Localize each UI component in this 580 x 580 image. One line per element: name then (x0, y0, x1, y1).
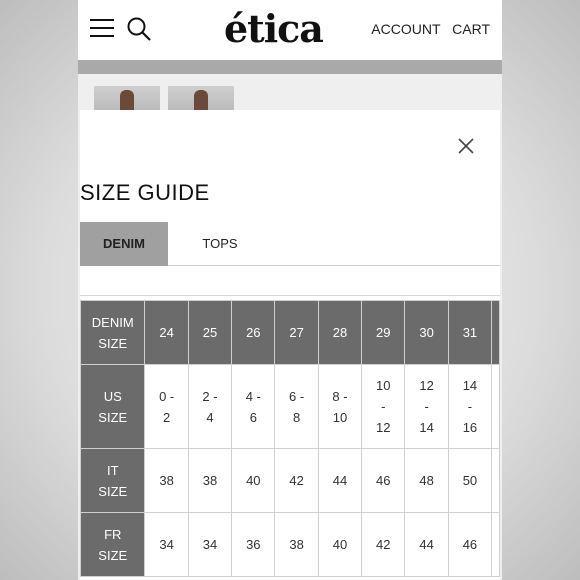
size-guide-tabs (80, 222, 500, 266)
cell-text: 44 (332, 473, 348, 488)
cell-text: - (467, 399, 473, 414)
cell-text: 12 (376, 420, 391, 435)
cell-text: 42 (376, 537, 391, 552)
cell-text: 40 (332, 537, 348, 552)
table-cell (318, 301, 361, 365)
table-cell (448, 365, 491, 449)
table-cell (405, 513, 448, 577)
cell-text: 12 (419, 378, 434, 393)
product-thumbnail[interactable] (94, 86, 160, 110)
table-cell (405, 449, 448, 513)
cell-text: 14 (462, 378, 478, 393)
table-cell (232, 513, 275, 577)
truncated-column-cell (492, 365, 500, 449)
account-link[interactable]: ACCOUNT (371, 21, 441, 37)
table-cell (362, 449, 405, 513)
search-icon[interactable] (126, 16, 152, 42)
table-cell (318, 365, 361, 449)
size-chart-table (80, 300, 500, 577)
row-header-text: DENIM (91, 314, 134, 330)
table-cell (405, 365, 448, 449)
tab-tops[interactable]: TOPS (202, 236, 238, 251)
row-header-text: SIZE (98, 483, 128, 499)
row-header-text: US (103, 388, 122, 404)
cell-text: 8 (293, 409, 301, 425)
row-header-text: IT (106, 462, 119, 478)
cell-text: 38 (159, 473, 174, 488)
cell-text: - (424, 399, 429, 414)
cell-text: 42 (289, 473, 304, 488)
table-cell (362, 301, 405, 365)
cell-text: 27 (289, 325, 304, 340)
cell-text: 38 (202, 473, 218, 488)
cell-text: 38 (289, 537, 304, 552)
cell-text: 16 (462, 420, 478, 435)
cell-text: 6 (249, 409, 257, 425)
cell-text: 24 (159, 325, 174, 340)
truncated-column-cell (492, 513, 500, 577)
brand-logo[interactable]: ética (224, 6, 323, 51)
cell-text: 50 (462, 473, 478, 488)
table-cell (145, 365, 188, 449)
row-header-text: FR (104, 526, 122, 542)
cell-text: 4 - (245, 388, 261, 404)
row-header-cell (81, 513, 145, 577)
table-cell (275, 365, 318, 449)
cell-text: 25 (202, 325, 218, 340)
truncated-column-cell (492, 449, 500, 513)
cell-text: 10 (376, 378, 391, 393)
cell-text: 46 (462, 537, 478, 552)
cell-text: 48 (419, 473, 434, 488)
table-cell (448, 449, 491, 513)
table-cell (405, 301, 448, 365)
cell-text: 30 (419, 325, 434, 340)
cell-text: 0 - (159, 388, 175, 404)
table-cell (275, 513, 318, 577)
cell-text: 2 - (202, 388, 218, 404)
table-cell (188, 513, 231, 577)
row-header-cell (81, 449, 145, 513)
table-cell (145, 301, 188, 365)
cell-text: - (381, 399, 386, 414)
top-navigation-bar (78, 0, 502, 60)
table-cell (448, 513, 491, 577)
cart-link[interactable]: CART (452, 21, 490, 37)
tab-denim[interactable]: DENIM (80, 222, 168, 266)
cell-text: 2 (163, 409, 171, 425)
table-cell (318, 449, 361, 513)
cell-text: 40 (246, 473, 261, 488)
truncated-column-cell (492, 301, 500, 365)
table-cell (362, 513, 405, 577)
table-row (81, 449, 500, 513)
table-row (81, 301, 500, 365)
table-cell (275, 301, 318, 365)
table-cell (188, 301, 231, 365)
row-header-text: SIZE (98, 547, 128, 563)
cell-text: 44 (419, 537, 434, 552)
table-cell (232, 365, 275, 449)
cell-text: 26 (246, 325, 261, 340)
cell-text: 34 (159, 537, 174, 552)
tab-content-divider (80, 266, 500, 296)
cell-text: 8 - (332, 388, 348, 404)
cell-text: 4 (206, 409, 214, 425)
banner-strip (78, 60, 502, 74)
size-guide-modal (80, 110, 500, 580)
cell-text: 28 (332, 325, 348, 340)
table-cell (232, 449, 275, 513)
table-cell (188, 449, 231, 513)
menu-icon[interactable] (90, 18, 114, 38)
table-cell (448, 301, 491, 365)
table-row (81, 513, 500, 577)
row-header-cell (81, 365, 145, 449)
cell-text: 46 (376, 473, 391, 488)
table-cell (275, 449, 318, 513)
row-header-cell (81, 301, 145, 365)
account-cart-nav (363, 21, 490, 37)
table-cell (232, 301, 275, 365)
table-cell (188, 365, 231, 449)
cell-text: 14 (419, 420, 434, 435)
table-cell (362, 365, 405, 449)
table-row (81, 365, 500, 449)
row-header-text: SIZE (98, 409, 128, 425)
modal-title: SIZE GUIDE (80, 180, 210, 205)
cell-text: 31 (462, 325, 478, 340)
cell-text: 36 (246, 537, 261, 552)
model-figure (194, 90, 208, 110)
cell-text: 6 - (289, 388, 305, 404)
table-cell (145, 513, 188, 577)
table-cell (145, 449, 188, 513)
table-cell (318, 513, 361, 577)
row-header-text: SIZE (98, 335, 128, 351)
product-thumbnail[interactable] (168, 86, 234, 110)
cell-text: 34 (202, 537, 218, 552)
model-figure (120, 90, 134, 110)
cell-text: 29 (376, 325, 391, 340)
close-icon[interactable] (456, 136, 476, 156)
cell-text: 10 (332, 409, 348, 425)
